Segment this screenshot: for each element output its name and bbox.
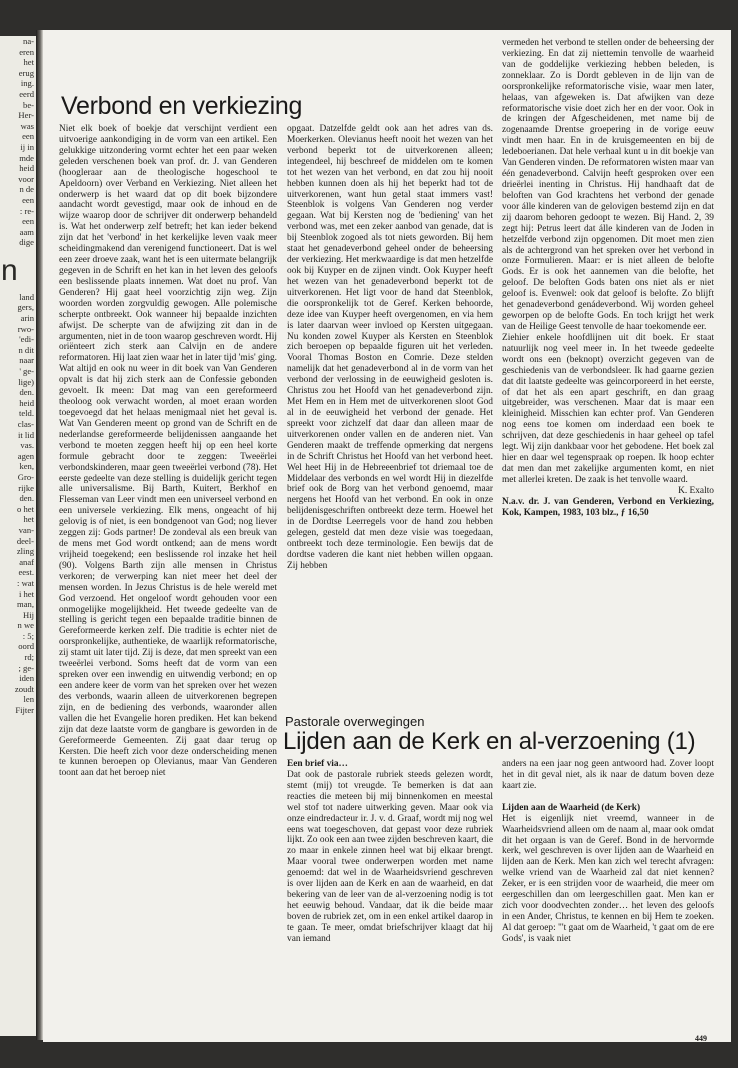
- pastoral-paragraph: Dat ook de pastorale rubriek steeds gelezen wordt, stemt (mij) tot vreugde. Te bemerken is dat aan reacties die meteen bij mij binnenkomen en meestal wel stof tot nadere uitwerking geven. Maar ook via onze eindredacteur ir. J. v. d. Graaf, wordt mij nog wel eens wat toegeschoven, dat gepast voor deze rubriek lijkt. Zo ook een aan twee zijden beschreven kaart, die zo maar in enkele zinnen heel wat bij elkaar brengt. Maar vooral twee onderwerpen worden met name genoemd: dat wel in de Waarheidsvriend geschreven is over lijden aan de Kerk en aan de waarheid, en dat bekering van de leer van de al-verzoening nodig is tot het eeuwig behoud. Vandaar, dat ik die beide maar boven de rubriek zet, om in een enkel artikel daarop in te gaan. Te meer, omdat briefschrijver klaagt dat hij van iemand: [287, 769, 493, 944]
- facing-page-fragment: erug: [18, 67, 34, 78]
- facing-page-fragment: iden: [19, 673, 34, 684]
- facing-page-fragment: het: [23, 514, 34, 525]
- facing-page-fragment: : wat: [17, 577, 34, 588]
- facing-page-fragment: Fijter: [15, 705, 34, 716]
- facing-page-fragment: mde: [19, 152, 34, 163]
- facing-page-fragment: ' ge-: [19, 366, 34, 377]
- book-reference: N.a.v. dr. J. van Genderen, Verbond en Verkiezing, Kok, Kampen, 1983, 103 blz., ƒ 16,50: [502, 496, 714, 518]
- facing-page-fragment: voor: [18, 173, 34, 184]
- facing-page-fragment: teld.: [18, 408, 34, 419]
- facing-page-fragment: dige: [19, 237, 34, 248]
- facing-page-fragment: lige): [18, 376, 34, 387]
- facing-page-fragment: zling: [16, 546, 34, 557]
- facing-page-fragment: i het: [18, 588, 34, 599]
- facing-page-edge: [0, 36, 36, 1036]
- facing-page-heading-letter: n: [1, 253, 18, 287]
- article-paragraph: opgaat. Datzelfde geldt ook aan het adres van ds. Moerkerken. Olevianus heeft nooit het wezen van het verbond beperkt tot de uitverkorenen alleen; integendeel, hij beschreef de middelen om te komen tot het wezen van het verbond, en dat zou hij nooit hebben kunnen doen als hij het beperkt had tot de uitverkorenen, want hun getal staat immers vast! Steenblok is volgens Van Genderen nog verder gegaan. Wat bij Kersten nog de 'bediening' van het verbond was, met een zeker aanbod van genade, dat is bij Steenblok zogoed als tot niets geworden. Bij hem staat het genadeverbond geheel onder de beheersing der verkiezing. Het merkwaardige is dat men hetzelfde ook bij Kuyper en de zijnen vindt. Ook Kuyper heeft het wezen van het genadeverbond beperkt tot de uitverkorenen. Het ligt voor de hand dat Steenblok, die oorspronkelijk tot de Geref. Kerken behoorde, deze idee van Kuyper heeft overgenomen, en via hem is later daarvan weer invloed op Kersten uitgegaan. Nu konden zowel Kuyper als Kersten en Steenblok zich beroepen op bepaalde figuren uit het verleden. Vooral Thomas Boston en Comrie. Deze stelden namelijk dat het genadeverbond al in de vorm van het verbond der verlossing in de eeuwigheid gesloten is. Christus zou het Hoofd van het genadeverbond zijn. Met Hem en in Hem met de uitverkorenen sloot God al in de eeuwigheid het verbond der genade. Het spreekt voor zichzelf dat daar dan alleen maar de uitverkorenen onder vallen en de anderen niet. Van Genderen maakt de treffende opmerking dat nergens in de Schrift Christus het Hoofd van het verbond heet. Wel heet Hij in de Hebreeenbrief tot driemaal toe de Middelaar des verbonds en wel wordt Hij in diezelfde brief ook de Borg van het verbond genoemd, maar nergens het Hoofd van het verbond. En ook in onze belijdenisgeschriften ontbreekt deze term. Hoewel het in de Dordtse Leerregels voor de hand zou hebben gelegen, gesteld dat men deze visie was toegedaan, ontbreekt toch deze terminologie. Een bewijs dat de dordtse vaderen die kant niet hebben willen opgaan. Zij hebben: [287, 124, 493, 571]
- page-number: 449: [695, 1034, 707, 1043]
- facing-page-fragment: eest.: [18, 567, 34, 578]
- facing-page-fragment: was: [20, 120, 34, 131]
- facing-page-fragment: naar: [19, 355, 34, 366]
- article-column-1: [59, 124, 277, 1004]
- pastoral-column-2: [502, 759, 714, 1017]
- facing-page-fragment: deel-: [16, 535, 34, 546]
- facing-page-fragment: na-: [23, 36, 34, 46]
- pastoral-paragraph: anders na een jaar nog geen antwoord had. Zover loopt het in dit geval niet, als ik naar de datum boven deze kaart zie.: [502, 759, 714, 791]
- article-paragraph: Ziehier enkele hoofdlijnen uit dit boek. Er staat natuurlijk nog veel meer in. In het tweede gedeelte wordt ons een (beknopt) overzicht gegeven van de geschiedenis van de verbondsleer. Ik had gaarne gezien dat dit laatste gedeelte was geincorporeerd in het eerste, of dat het als een apart geschrift, en dan graag uitgebreider, was verschenen. Maar dat is maar een kleinigheid. Misschien kan echter prof. Van Genderen nog eens toe komen om inderdaad een boek te schrijven, dat deze geschiedenis in haar geheel op tafel legt. Wij zijn dankbaar voor het gebodene. Het boek zal hier en daar wel tegenspraak op roepen. Ik hoop echter dat men dan met zakelijke argumenten komt, en niet met allerlei kreten. De zaak is het tenvolle waard.: [502, 332, 714, 485]
- facing-page-fragment: anaf: [19, 556, 34, 567]
- facing-page-fragment: n we: [17, 620, 34, 631]
- magazine-page: [43, 30, 731, 1042]
- pastoral-title: Lijden aan de Kerk en al-verzoening (1): [283, 728, 696, 755]
- facing-page-fragment: clas-: [17, 419, 34, 429]
- facing-page-fragment: ij in: [20, 141, 34, 152]
- pastoral-column-1: [287, 759, 493, 1017]
- facing-page-fragment: 'edi-: [19, 334, 34, 345]
- facing-page-fragment: den.: [19, 387, 34, 398]
- facing-page-fragment: het: [23, 57, 34, 68]
- facing-page-fragment: zoudt: [14, 683, 34, 694]
- facing-page-fragment: rd;: [24, 652, 34, 663]
- section-kicker: Pastorale overwegingen: [285, 714, 425, 729]
- article-column-2: [287, 124, 493, 696]
- facing-page-fragment: een: [22, 216, 34, 227]
- facing-page-fragment: it lid: [18, 429, 34, 440]
- facing-page-fragment: heid: [19, 397, 34, 408]
- facing-page-fragment: o het: [17, 503, 34, 514]
- facing-page-fragment: oord: [18, 641, 34, 652]
- facing-page-fragment: vas.: [20, 440, 34, 451]
- facing-page-fragment: : re-: [19, 205, 34, 216]
- facing-page-fragment: eerd: [19, 88, 34, 99]
- facing-page-fragment: arin: [20, 313, 34, 324]
- facing-page-fragment: land: [19, 291, 34, 302]
- facing-page-fragment: : 5;: [22, 630, 34, 641]
- facing-page-fragment: ken,: [19, 461, 34, 472]
- facing-page-fragment: Gro-: [17, 471, 34, 482]
- facing-page-fragment: rwo-: [17, 323, 34, 334]
- facing-page-fragment: n de: [19, 184, 34, 195]
- facing-page-fragment: Her-: [18, 110, 34, 121]
- facing-page-fragment: ing.: [20, 78, 34, 89]
- facing-page-fragment: aam: [19, 226, 34, 237]
- subheading: Een brief via…: [287, 759, 348, 769]
- article-author: K. Exalto: [678, 485, 714, 496]
- facing-page-fragment: man,: [17, 599, 34, 610]
- article-paragraph: Niet elk boek of boekje dat verschijnt verdient een uitvoerige aankondiging in de vorm van een artikel. Een gelukkige uitzondering vormt echter het een paar weken geleden verschenen boek van prof. dr. J. van Genderen (hoogleraar aan de theologische hogeschool te Apeldoorn) over Verband en Verkiezing. Niet alleen het onderwerp is het waard dat op dit boek bijzondere aandacht wordt gevestigd, maar ook de inhoud en de wijze waarop door de schrijver dit onderwerp behandeld is. Wat het onderwerp zelf betreft; het kan ieder bekend zijn dat het 'verbond' in het kerkelijke leven vaak meer scheidingmakend dan verenigend functioneert. Dat is wel een zeer droeve zaak, want het is een uitermate belangrijk gegeven in de Schrift en het kan in het leven des geloofs een beslissende plaats innemen. Wat doet nu prof. Van Genderen? Hij gaat heel voorzichtig zijn weg. Zijn woorden worden zorgvuldig gewogen. Alle polemische scherpte ontbreekt. Ook wanneer hij bepaalde inzichten afwijst. De scherpte van de afwijzing zit dan in de argumenten, niet in de toon waarop geschreven wordt. Hij oriënteert zich sterk aan Calvijn en de andere reformatoren. Hij laat zien waar het in later tijd 'mis' ging. Wat altijd en ook nu weer in dit boek van Van Genderen opvalt is dat hij zich sterk aan de Confessie gebonden gevoelt. Ik meen: Dat mag van een gereformeerd theoloog ook verwacht worden, al moet eraan worden toegevoegd dat het helaas menigmaal niet het geval is. Wat Van Genderen meent op grond van de Schrift en de nederlandse gereformeerde belijdenissen aangaande het verbond te moeten zeggen heeft hij op een heel korte formule gebracht door te zeggen: Tweeërlei verbondskinderen, maar geen tweeërlei verbond (78). Het eerste gedeelte van deze stelling is duidelijk gericht tegen alle universalisme. Bij Barth, Kuitert, Berkhof en Flesseman van Leer vindt men een universeel verbond en een universele verkiezing. Elk mens, ongeacht of hij gelovig is of niet, is een bondgenoot van God; nog liever zeggen zij: Gods partner! De zondeval als een breuk van de mens met God wordt ontkend; aan de mens wordt vrijheid toegekend; een beslissende rol inzake het heil (90). Volgens Barth zijn alle mensen in Christus verkoren; de verwerping kan niet meer het deel der mensen worden. In Jezus Christus is de hele wereld met God verzoend. Het ongeloof wordt gehouden voor een onmogelijke mogelijkheid. Het tweede gedeelte van de stelling is gericht tegen een bepaalde traditie binnen de Gereformeerde kerken zelf. Die traditie is echter niet de oorspronkelijke, authentieke, de waarlijk reformatorische, zij stamt uit later tijd. Zij is deze, dat men spreekt van een tweeërlei verbond. Soms heeft dat de vorm van een spreken over een inwendig en uitwendig verbond; en op een andere keer de vorm van het spreken over het wezen des verbonds, waarin alleen de uitverkorenen begrepen zijn, en de bediening des verbonds, waaronder allen vallen die het Evangelie horen prediken. Het kan bekend zijn dat deze laatste vorm de gangbare is geworden in de Gereformeerde Gemeenten. Zij gaat daar terug op Kersten. Die heeft zich voor deze onderscheiding menen te kunnen beroepen op Olevianus, maar Van Genderen toont aan dat het beroep niet: [59, 124, 277, 779]
- facing-page-fragment: agen: [17, 450, 34, 461]
- article-column-3: [502, 38, 714, 694]
- facing-page-fragment: be-: [23, 99, 34, 110]
- subheading: Lijden aan de Waarheid (de Kerk): [502, 802, 641, 813]
- facing-page-fragment: len: [23, 694, 34, 705]
- facing-page-fragment: eren: [19, 46, 34, 57]
- facing-page-fragment: Hij: [23, 609, 34, 620]
- facing-page-fragment: n dit: [18, 344, 34, 355]
- facing-page-fragment: ; ge-: [18, 662, 34, 673]
- facing-page-fragment: van-: [18, 524, 34, 535]
- facing-page-fragment: den.: [19, 493, 34, 504]
- facing-page-fragment: een: [22, 131, 34, 142]
- article-title: Verbond en verkiezing: [61, 92, 303, 120]
- pastoral-paragraph: Het is eigenlijk niet vreemd, wanneer in de Waarheidsvriend alleen om de naam al, maar ook omdat dit het orgaan is van de Geref. Bond in de hervormde kerk, wel geschreven is over lijden aan de Waarheid en lijden aan de Kerk. Men kan zich wel terecht afvragen: welke vriend van de Waarheid zal dat niet kennen? Zeker, er is een strijden voor de waarheid, die meer om eergeschillen dan om leergeschillen gaat. Men kan er zich voor doodvechten zonder… het leven des geloofs in een Ander, Christus, te kennen en bij Hem te zoeken. Al dat geroep: "'t gaat om de Waarheid, 't gaat om de ere Gods', is vaak niet: [502, 813, 714, 944]
- facing-page-fragment: rijke: [18, 482, 34, 493]
- article-paragraph: vermeden het verbond te stellen onder de beheersing der verkiezing. En dat zij niettemin tenvolle de waarheid van de goddelijke verkiezing hebben beleden, is zonneklaar. Zo is Dordt gebleven in de lijn van de oorspronkelijke reformatorische visie, waar men later, helaas, van afgeweken is. Dat afwijken van deze reformatorische visie doet zich her en der voor. Ook in de kringen der Afgescheidenen, met name bij de zogenaamde Drentse groepering in de vorige eeuw vindt men haar. En in de kruisgemeenten en bij de ledeboerianen. Dat hele verhaal kunt u in dit boekje van Van Genderen vinden. De reformatoren wisten maar van één genadeverbond. Calvijn heeft gesproken over een drieërlei inenting in Christus. Hij handhaaft dat de beloften van God krachtens het verbond der genade voor álle kinderen van de gelovigen bestemd zijn en dat zij daarom behoren gedoopt te wezen. Bij Hand. 2, 39 zegt hij: Petrus leert dat álle kinderen van de Joden in hetzelfde verbond zijn opgenomen. Dit moet men zien als de achtergrond van het spreken over het verbond in onze Formulieren. Maar: er is niet alleen de belofte Gods. Er is ook het aannemen van die belofte, het geloof. De beloften Gods baten ons niet als er niet geloof is. Evenwel: ook dat geloof is belofte. Zo blijft het genadeverbond genádeverbond. Wij worden geheel geworpen op de belofte Gods. En toch krijgt het werk van de Heilige Geest tenvolle de haar toekomende eer.: [502, 38, 714, 332]
- facing-page-fragments-top: [0, 36, 36, 248]
- facing-page-fragment: gers,: [17, 302, 34, 313]
- facing-page-fragment: een: [22, 194, 34, 205]
- book-gutter: [36, 30, 43, 1040]
- facing-page-fragments-bottom: [0, 292, 36, 716]
- facing-page-fragment: heid: [19, 163, 34, 174]
